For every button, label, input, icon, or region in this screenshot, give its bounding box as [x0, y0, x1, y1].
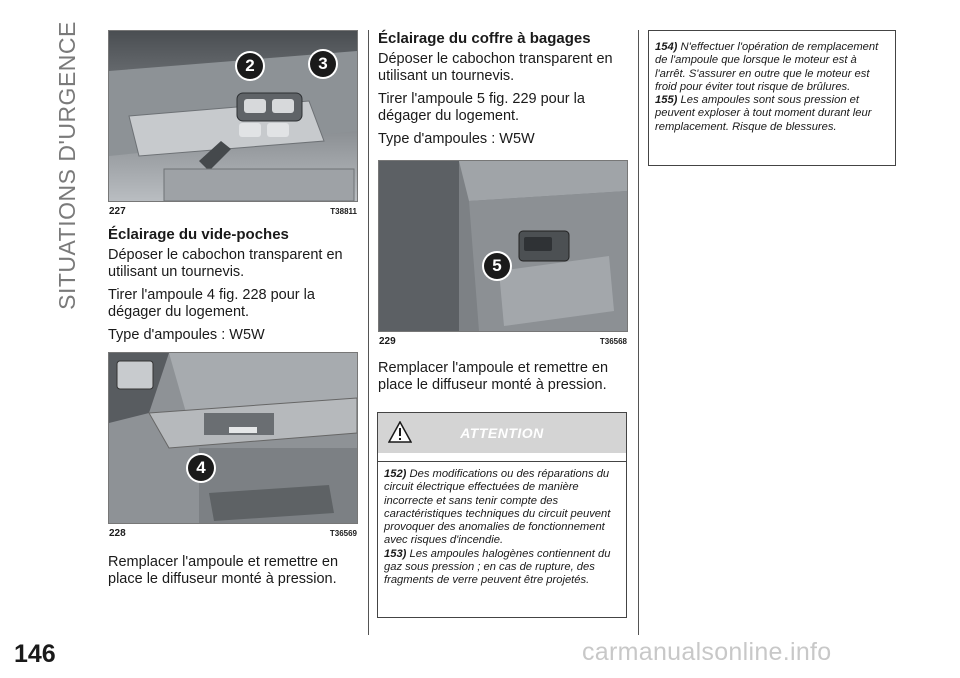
column-1	[108, 30, 358, 594]
note-text: Des modifications ou des réparations du circuit électrique effectuées de manière incorrecte et sans tenir compte des caractéristiques techniques du circuit peuvent provoquer des anomalies de fonctionnement avec risques d'incendie.	[384, 468, 611, 547]
note-154	[655, 41, 890, 94]
warning-triangle-icon	[388, 421, 412, 443]
watermark: carmanualsonline.info	[582, 638, 832, 666]
callout-4: 4	[188, 455, 214, 481]
col1-paragraph-2: Tirer l'ampoule 4 fig. 228 pour la dégager du logement.	[108, 287, 315, 320]
figure-227-code: T38811	[330, 206, 357, 216]
figure-229-code: T36568	[599, 336, 627, 346]
note-text: N'effectuer l'opération de remplacement de l'ampoule que lorsque le moteur est à l'arrêt. S'assurer en outre que le moteur est froid pour éviter tout risque de brûlures.	[655, 41, 879, 93]
column-2	[378, 26, 628, 400]
figure-227-number: 227	[109, 205, 126, 217]
note-number: 155)	[655, 94, 678, 107]
section-title-vertical	[52, 20, 82, 310]
section-title-text: SITUATIONS D'URGENCE	[53, 20, 80, 310]
figure-228-number: 228	[109, 527, 126, 539]
figure-227-image	[108, 30, 358, 202]
callout-2: 2	[237, 53, 263, 79]
col2-paragraph-1: Déposer le cabochon transparent en utilisant un tournevis.	[378, 51, 613, 84]
warning-header	[378, 413, 626, 453]
page-number: 146	[14, 640, 56, 668]
figure-227-caption	[108, 202, 358, 218]
figure-229-caption	[378, 332, 628, 348]
warning-title: ATTENTION	[460, 425, 544, 441]
figure-229-number: 229	[379, 335, 396, 347]
note-text: Les ampoules halogènes contiennent du gaz sous pression ; en cas de rupture, des fragments de verre peuvent être projetés.	[384, 547, 611, 587]
col2-paragraph-3: Type d'ampoules : W5W	[378, 131, 535, 147]
figure-228-caption	[108, 524, 358, 540]
trunk-illustration	[379, 161, 627, 331]
note-number: 152)	[384, 468, 407, 480]
col2-paragraph-4: Remplacer l'ampoule et remettre en place le diffuseur monté à pression.	[378, 360, 609, 393]
warning-note-153	[384, 548, 620, 588]
warning-box	[377, 412, 627, 618]
warning-note-152	[384, 468, 620, 548]
heading-glovebox-light: Éclairage du vide-poches	[108, 226, 289, 243]
figure-228-code: T36569	[329, 528, 357, 538]
heading-trunk-light: Éclairage du coffre à bagages	[378, 30, 591, 47]
col1-paragraph-4: Remplacer l'ampoule et remettre en place le diffuseur monté à pression.	[108, 554, 339, 587]
notes-box	[648, 30, 896, 166]
column-divider-1	[368, 30, 369, 635]
figure-229-image	[378, 160, 628, 332]
col1-paragraph-3: Type d'ampoules : W5W	[108, 327, 265, 343]
note-number: 153)	[384, 547, 407, 560]
col2-paragraph-2: Tirer l'ampoule 5 fig. 229 pour la dégager du logement.	[378, 91, 585, 124]
note-number: 154)	[655, 41, 678, 53]
figure-228-image	[108, 352, 358, 524]
note-155	[655, 94, 890, 134]
note-text: Les ampoules sont sous pression et peuvent exploser à tout moment durant leur remplacement. Risque de blessures.	[655, 94, 872, 133]
glovebox-illustration	[109, 353, 357, 523]
column-divider-2	[638, 30, 639, 635]
callout-5: 5	[484, 253, 510, 279]
warning-body	[378, 461, 626, 592]
callout-3: 3	[310, 51, 336, 77]
col1-paragraph-1: Déposer le cabochon transparent en utilisant un tournevis.	[108, 247, 343, 280]
